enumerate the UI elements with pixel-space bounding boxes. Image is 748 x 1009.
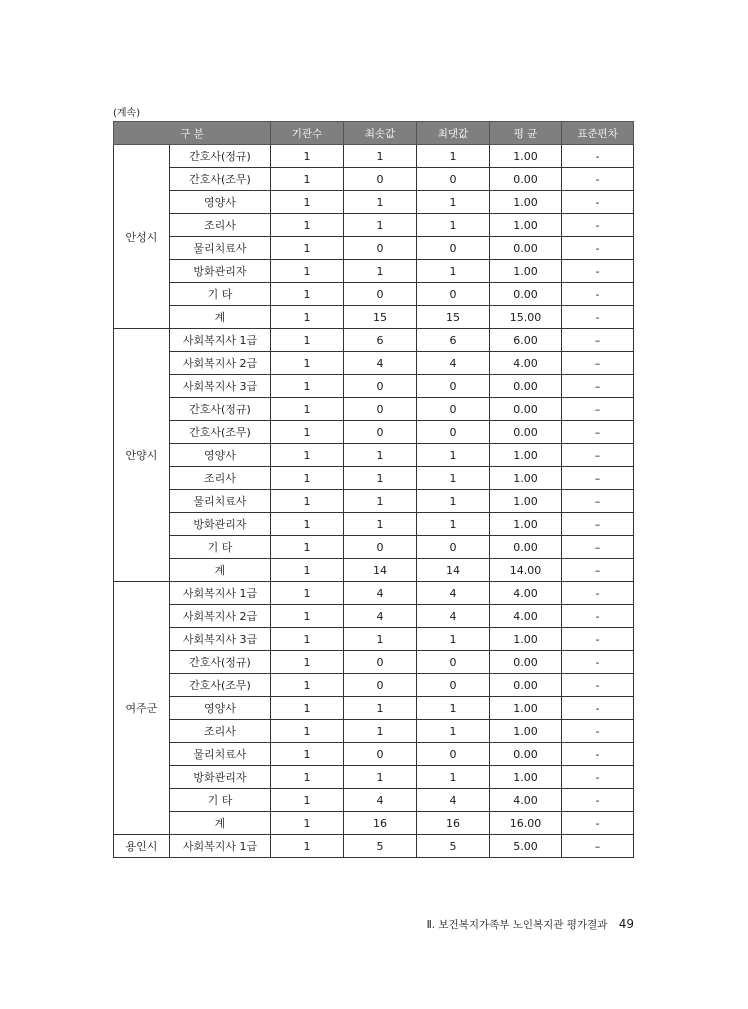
cell-max: 0 [417, 743, 490, 766]
cell-stddev: - [562, 766, 634, 789]
table-row [114, 352, 634, 375]
table-row [114, 145, 634, 168]
header-category: 구 분 [114, 122, 271, 145]
cell-max: 1 [417, 214, 490, 237]
cell-item: 조리사 [170, 720, 271, 743]
cell-max: 16 [417, 812, 490, 835]
page-footer [427, 917, 634, 932]
cell-item: 간호사(정규) [170, 651, 271, 674]
cell-stddev: - [562, 283, 634, 306]
cell-max: 1 [417, 191, 490, 214]
cell-item: 간호사(정규) [170, 145, 271, 168]
cell-item: 영양사 [170, 697, 271, 720]
cell-mean: 1.00 [490, 766, 562, 789]
cell-mean: 1.00 [490, 628, 562, 651]
cell-min: 1 [344, 697, 417, 720]
region-cell: 여주군 [114, 582, 170, 835]
header-count: 기관수 [271, 122, 344, 145]
cell-count: 1 [271, 191, 344, 214]
table-row [114, 513, 634, 536]
cell-min: 0 [344, 536, 417, 559]
cell-count: 1 [271, 421, 344, 444]
cell-count: 1 [271, 628, 344, 651]
cell-item: 간호사(조무) [170, 421, 271, 444]
cell-max: 4 [417, 582, 490, 605]
cell-item: 사회복지사 1급 [170, 835, 271, 858]
cell-max: 0 [417, 421, 490, 444]
cell-stddev: – [562, 467, 634, 490]
cell-max: 1 [417, 720, 490, 743]
table-row [114, 283, 634, 306]
cell-mean: 6.00 [490, 329, 562, 352]
cell-min: 16 [344, 812, 417, 835]
cell-stddev: - [562, 237, 634, 260]
cell-min: 4 [344, 582, 417, 605]
cell-mean: 0.00 [490, 674, 562, 697]
cell-stddev: – [562, 513, 634, 536]
cell-mean: 4.00 [490, 352, 562, 375]
cell-max: 0 [417, 674, 490, 697]
table-row [114, 651, 634, 674]
cell-min: 1 [344, 145, 417, 168]
cell-min: 1 [344, 444, 417, 467]
staff-statistics-table [113, 121, 634, 858]
cell-mean: 1.00 [490, 467, 562, 490]
cell-min: 0 [344, 168, 417, 191]
table-row [114, 398, 634, 421]
cell-max: 0 [417, 375, 490, 398]
table-row [114, 720, 634, 743]
cell-count: 1 [271, 467, 344, 490]
cell-min: 1 [344, 628, 417, 651]
cell-stddev: - [562, 145, 634, 168]
cell-max: 15 [417, 306, 490, 329]
cell-item: 물리치료사 [170, 237, 271, 260]
cell-max: 1 [417, 490, 490, 513]
cell-count: 1 [271, 283, 344, 306]
cell-stddev: – [562, 398, 634, 421]
region-cell: 안성시 [114, 145, 170, 329]
cell-count: 1 [271, 651, 344, 674]
cell-min: 1 [344, 720, 417, 743]
cell-stddev: - [562, 628, 634, 651]
cell-mean: 1.00 [490, 145, 562, 168]
table-header [114, 122, 634, 145]
cell-item: 조리사 [170, 467, 271, 490]
cell-count: 1 [271, 444, 344, 467]
table-row [114, 835, 634, 858]
cell-count: 1 [271, 490, 344, 513]
cell-max: 4 [417, 789, 490, 812]
cell-mean: 1.00 [490, 191, 562, 214]
cell-stddev: - [562, 605, 634, 628]
region-cell: 안양시 [114, 329, 170, 582]
table-row [114, 421, 634, 444]
cell-count: 1 [271, 329, 344, 352]
cell-min: 1 [344, 467, 417, 490]
cell-item: 사회복지사 2급 [170, 352, 271, 375]
cell-count: 1 [271, 398, 344, 421]
cell-mean: 15.00 [490, 306, 562, 329]
cell-mean: 1.00 [490, 720, 562, 743]
cell-max: 4 [417, 352, 490, 375]
table-row [114, 536, 634, 559]
cell-stddev: - [562, 743, 634, 766]
table-row [114, 789, 634, 812]
cell-mean: 0.00 [490, 398, 562, 421]
cell-max: 1 [417, 766, 490, 789]
cell-min: 15 [344, 306, 417, 329]
table-row [114, 628, 634, 651]
table-row [114, 467, 634, 490]
cell-stddev: - [562, 720, 634, 743]
cell-stddev: - [562, 260, 634, 283]
cell-item: 영양사 [170, 191, 271, 214]
cell-stddev: – [562, 536, 634, 559]
cell-max: 1 [417, 513, 490, 536]
cell-min: 6 [344, 329, 417, 352]
cell-mean: 5.00 [490, 835, 562, 858]
cell-count: 1 [271, 582, 344, 605]
table-row [114, 214, 634, 237]
cell-mean: 0.00 [490, 168, 562, 191]
table-row [114, 697, 634, 720]
cell-max: 4 [417, 605, 490, 628]
cell-stddev: - [562, 674, 634, 697]
cell-max: 0 [417, 168, 490, 191]
cell-mean: 0.00 [490, 536, 562, 559]
cell-stddev: - [562, 582, 634, 605]
cell-count: 1 [271, 168, 344, 191]
cell-stddev: – [562, 559, 634, 582]
table-row [114, 329, 634, 352]
cell-mean: 1.00 [490, 697, 562, 720]
cell-max: 1 [417, 260, 490, 283]
cell-stddev: – [562, 329, 634, 352]
cell-max: 1 [417, 628, 490, 651]
cell-min: 1 [344, 766, 417, 789]
cell-mean: 0.00 [490, 421, 562, 444]
cell-min: 4 [344, 605, 417, 628]
cell-mean: 4.00 [490, 789, 562, 812]
header-stddev: 표준편차 [562, 122, 634, 145]
table-row [114, 490, 634, 513]
cell-item: 조리사 [170, 214, 271, 237]
cell-mean: 1.00 [490, 490, 562, 513]
cell-item: 물리치료사 [170, 490, 271, 513]
region-cell: 용인시 [114, 835, 170, 858]
cell-mean: 4.00 [490, 605, 562, 628]
cell-count: 1 [271, 605, 344, 628]
cell-count: 1 [271, 743, 344, 766]
cell-count: 1 [271, 260, 344, 283]
cell-max: 0 [417, 237, 490, 260]
cell-stddev: - [562, 789, 634, 812]
cell-item: 사회복지사 3급 [170, 375, 271, 398]
table-row [114, 237, 634, 260]
cell-min: 1 [344, 260, 417, 283]
cell-item: 간호사(조무) [170, 674, 271, 697]
table-row [114, 766, 634, 789]
table-row [114, 168, 634, 191]
cell-mean: 0.00 [490, 237, 562, 260]
cell-max: 1 [417, 467, 490, 490]
cell-count: 1 [271, 697, 344, 720]
cell-min: 1 [344, 513, 417, 536]
cell-item: 물리치료사 [170, 743, 271, 766]
cell-item: 사회복지사 2급 [170, 605, 271, 628]
cell-mean: 1.00 [490, 444, 562, 467]
cell-mean: 4.00 [490, 582, 562, 605]
cell-min: 0 [344, 375, 417, 398]
cell-min: 1 [344, 490, 417, 513]
cell-max: 0 [417, 283, 490, 306]
cell-max: 1 [417, 697, 490, 720]
cell-count: 1 [271, 214, 344, 237]
table-row [114, 674, 634, 697]
cell-count: 1 [271, 674, 344, 697]
cell-stddev: - [562, 214, 634, 237]
cell-count: 1 [271, 559, 344, 582]
cell-min: 0 [344, 651, 417, 674]
cell-mean: 1.00 [490, 214, 562, 237]
cell-count: 1 [271, 237, 344, 260]
page-number: 49 [618, 917, 634, 931]
cell-min: 5 [344, 835, 417, 858]
cell-stddev: – [562, 375, 634, 398]
cell-stddev: – [562, 352, 634, 375]
cell-item: 방화관리자 [170, 766, 271, 789]
cell-item: 방화관리자 [170, 513, 271, 536]
cell-item: 사회복지사 1급 [170, 582, 271, 605]
cell-item: 간호사(조무) [170, 168, 271, 191]
cell-max: 6 [417, 329, 490, 352]
cell-count: 1 [271, 812, 344, 835]
cell-max: 14 [417, 559, 490, 582]
cell-stddev: - [562, 697, 634, 720]
cell-stddev: - [562, 812, 634, 835]
cell-item: 계 [170, 812, 271, 835]
cell-min: 0 [344, 743, 417, 766]
cell-stddev: – [562, 421, 634, 444]
cell-stddev: – [562, 444, 634, 467]
cell-max: 0 [417, 651, 490, 674]
header-row [114, 122, 634, 145]
cell-min: 4 [344, 352, 417, 375]
table-row [114, 812, 634, 835]
cell-mean: 0.00 [490, 743, 562, 766]
cell-count: 1 [271, 720, 344, 743]
cell-mean: 1.00 [490, 260, 562, 283]
cell-stddev: - [562, 651, 634, 674]
cell-count: 1 [271, 513, 344, 536]
cell-min: 4 [344, 789, 417, 812]
cell-item: 계 [170, 306, 271, 329]
cell-min: 0 [344, 283, 417, 306]
cell-max: 1 [417, 444, 490, 467]
cell-count: 1 [271, 145, 344, 168]
cell-item: 영양사 [170, 444, 271, 467]
table-row [114, 444, 634, 467]
cell-mean: 0.00 [490, 283, 562, 306]
table-row [114, 306, 634, 329]
cell-min: 0 [344, 237, 417, 260]
cell-min: 14 [344, 559, 417, 582]
cell-count: 1 [271, 306, 344, 329]
cell-min: 1 [344, 214, 417, 237]
cell-min: 0 [344, 398, 417, 421]
cell-mean: 1.00 [490, 513, 562, 536]
cell-mean: 16.00 [490, 812, 562, 835]
cell-count: 1 [271, 835, 344, 858]
cell-count: 1 [271, 375, 344, 398]
continued-label: (계속) [113, 108, 141, 119]
header-max: 최댓값 [417, 122, 490, 145]
cell-stddev: - [562, 191, 634, 214]
cell-min: 0 [344, 674, 417, 697]
cell-item: 기 타 [170, 789, 271, 812]
cell-item: 사회복지사 3급 [170, 628, 271, 651]
cell-min: 0 [344, 421, 417, 444]
table-row [114, 260, 634, 283]
header-mean: 평 균 [490, 122, 562, 145]
cell-mean: 0.00 [490, 651, 562, 674]
cell-item: 사회복지사 1급 [170, 329, 271, 352]
table-row [114, 582, 634, 605]
table-row [114, 375, 634, 398]
cell-item: 기 타 [170, 536, 271, 559]
cell-stddev: – [562, 835, 634, 858]
footer-text: Ⅱ. 보건복지가족부 노인복지관 평가결과 [426, 919, 608, 931]
cell-stddev: - [562, 168, 634, 191]
cell-count: 1 [271, 766, 344, 789]
cell-mean: 14.00 [490, 559, 562, 582]
table-row [114, 191, 634, 214]
table-row [114, 605, 634, 628]
cell-min: 1 [344, 191, 417, 214]
cell-max: 0 [417, 398, 490, 421]
cell-item: 기 타 [170, 283, 271, 306]
cell-stddev: - [562, 306, 634, 329]
cell-count: 1 [271, 352, 344, 375]
cell-stddev: – [562, 490, 634, 513]
table-row [114, 743, 634, 766]
header-min: 최솟값 [344, 122, 417, 145]
table-body [114, 145, 634, 858]
cell-max: 1 [417, 145, 490, 168]
cell-mean: 0.00 [490, 375, 562, 398]
cell-item: 계 [170, 559, 271, 582]
cell-count: 1 [271, 789, 344, 812]
cell-max: 5 [417, 835, 490, 858]
cell-item: 간호사(정규) [170, 398, 271, 421]
cell-item: 방화관리자 [170, 260, 271, 283]
cell-max: 0 [417, 536, 490, 559]
cell-count: 1 [271, 536, 344, 559]
table-row [114, 559, 634, 582]
